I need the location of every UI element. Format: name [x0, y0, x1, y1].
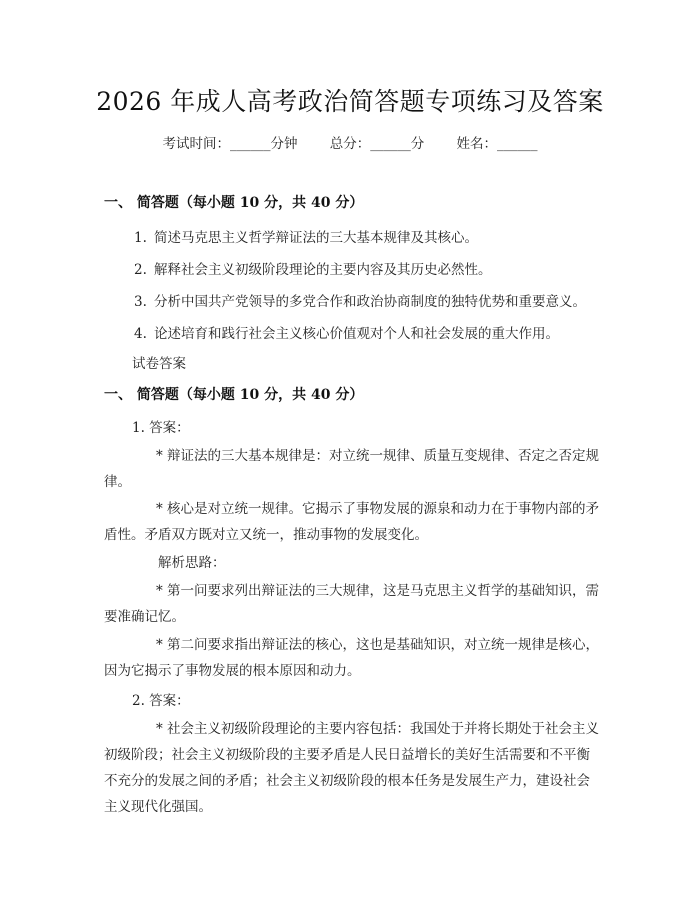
exam-time-field: 考试时间：______分钟	[162, 136, 298, 152]
question-text: 分析中国共产党领导的多党合作和政治协商制度的独特优势和重要意义。	[154, 294, 586, 310]
answer-label: 2. 答案：	[132, 693, 190, 709]
answer-bullet: * 辩证法的三大基本规律是：对立统一规律、质量互变规律、否定之否定规律。	[104, 448, 600, 490]
document-title: 2026 年成人高考政治简答题专项练习及答案	[96, 87, 604, 116]
question-item	[134, 226, 478, 246]
question-number: 4.	[134, 326, 147, 342]
section-heading-questions: 一、 简答题（每小题 10 分，共 40 分）	[104, 195, 364, 211]
question-item	[134, 258, 492, 278]
analysis-bullet: * 第一问要求列出辩证法的三大规律，这是马克思主义哲学的基础知识，需要准确记忆。	[104, 583, 600, 625]
answer-bullet: * 社会主义初级阶段理论的主要内容包括：我国处于并将长期处于社会主义初级阶段；社会主义初级阶段的主要矛盾是人民日益增长的美好生活需要和不平衡不充分的发展之间的矛盾；社会主义初级阶段的根本任务是发展生产力，建设社会主义现代化强国。	[104, 721, 600, 815]
answer-label: 1. 答案：	[132, 420, 190, 436]
question-number: 1.	[134, 230, 147, 246]
answers-title: 试卷答案	[132, 356, 186, 372]
question-text: 论述培育和践行社会主义核心价值观对个人和社会发展的重大作用。	[154, 326, 559, 342]
question-number: 2.	[134, 262, 147, 278]
question-item	[134, 290, 586, 310]
question-text: 简述马克思主义哲学辩证法的三大基本规律及其核心。	[154, 230, 478, 246]
total-score-field: 总分：______分	[329, 136, 425, 152]
exam-meta	[0, 132, 700, 152]
analysis-label: 解析思路：	[158, 555, 226, 571]
answer-bullet: * 核心是对立统一规律。它揭示了事物发展的源泉和动力在于事物内部的矛盾性。矛盾双方既对立又统一，推动事物的发展变化。	[104, 501, 600, 543]
name-field: 姓名：______	[456, 136, 538, 152]
question-text: 解释社会主义初级阶段理论的主要内容及其历史必然性。	[154, 262, 492, 278]
question-item	[134, 322, 559, 342]
section-heading-answers: 一、 简答题（每小题 10 分，共 40 分）	[104, 387, 364, 403]
question-number: 3.	[134, 294, 147, 310]
analysis-bullet: * 第二问要求指出辩证法的核心，这也是基础知识，对立统一规律是核心，因为它揭示了事物发展的根本原因和动力。	[104, 637, 600, 679]
